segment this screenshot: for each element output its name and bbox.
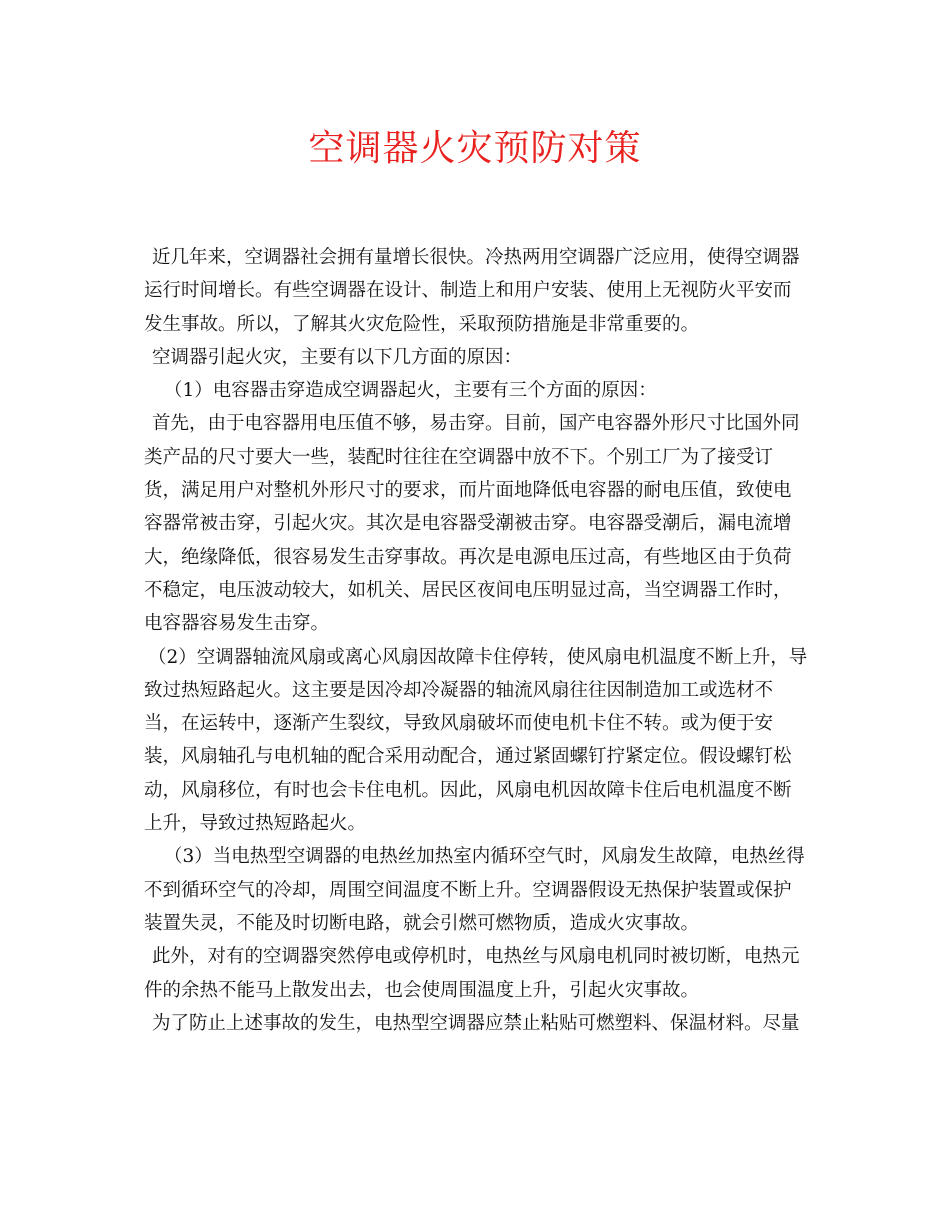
- paragraph-line: 不稳定，电压波动较大，如机关、居民区夜间电压明显过高，当空调器工作时，: [144, 579, 792, 601]
- paragraph-line: （3）当电热型空调器的电热丝加热室内循环空气时，风扇发生故障，电热丝得: [164, 846, 805, 868]
- paragraph-line: （2）空调器轴流风扇或离心风扇因故障卡住停转，使风扇电机温度不断上升，导: [148, 646, 808, 668]
- paragraph-line: 件的余热不能马上散发出去，也会使周围温度上升，引起火灾事故。: [144, 979, 700, 1001]
- paragraph-line: 装置失灵，不能及时切断电路，就会引燃可燃物质，造成火灾事故。: [144, 912, 700, 934]
- paragraph-line: 类产品的尺寸要大一些，装配时往往在空调器中放不下。个别工厂为了接受订: [144, 446, 774, 468]
- paragraph-line: （1）电容器击穿造成空调器起火，主要有三个方面的原因：: [164, 380, 657, 402]
- paragraph-line: 不到循环空气的冷却，周围空间温度不断上升。空调器假设无热保护装置或保护: [144, 879, 792, 901]
- paragraph-line: 上升，导致过热短路起火。: [144, 813, 367, 835]
- paragraph-line: 运行时间增长。有些空调器在设计、制造上和用户安装、使用上无视防火平安而: [144, 280, 792, 302]
- document-body: [144, 241, 810, 1040]
- paragraph-line: 首先，由于电容器用电压值不够，易击穿。目前，国产电容器外形尺寸比国外同: [152, 413, 800, 435]
- paragraph-line: 当，在运转中，逐渐产生裂纹，导致风扇破坏而使电机卡住不转。或为便于安: [144, 713, 774, 735]
- paragraph-line: 为了防止上述事故的发生，电热型空调器应禁止粘贴可燃塑料、保温材料。尽量: [152, 1012, 800, 1034]
- paragraph-line: 近几年来，空调器社会拥有量增长很快。冷热两用空调器广泛应用，使得空调器: [152, 247, 800, 268]
- paragraph-line: 装，风扇轴孔与电机轴的配合采用动配合，通过紧固螺钉拧紧定位。假设螺钉松: [144, 746, 792, 768]
- paragraph-line: 此外，对有的空调器突然停电或停机时，电热丝与风扇电机同时被切断，电热元: [152, 946, 800, 968]
- paragraph-line: 电容器容易发生击穿。: [144, 613, 330, 635]
- paragraph-line: 致过热短路起火。这主要是因冷却冷凝器的轴流风扇往往因制造加工或选材不: [144, 679, 774, 701]
- paragraph-line: 货，满足用户对整机外形尺寸的要求，而片面地降低电容器的耐电压值，致使电: [144, 480, 792, 502]
- paragraph-line: 大，绝缘降低，很容易发生击穿事故。再次是电源电压过高，有些地区由于负荷: [144, 546, 792, 568]
- paragraph-line: 容器常被击穿，引起火灾。其次是电容器受潮被击穿。电容器受潮后，漏电流增: [144, 513, 792, 535]
- paragraph-line: 动，风扇移位，有时也会卡住电机。因此，风扇电机因故障卡住后电机温度不断: [144, 779, 792, 801]
- paragraph-line: 空调器引起火灾，主要有以下几方面的原因：: [152, 346, 523, 368]
- document-title: 空调器火灾预防对策: [308, 128, 642, 169]
- paragraph-line: 发生事故。所以，了解其火灾危险性，采取预防措施是非常重要的。: [144, 313, 700, 335]
